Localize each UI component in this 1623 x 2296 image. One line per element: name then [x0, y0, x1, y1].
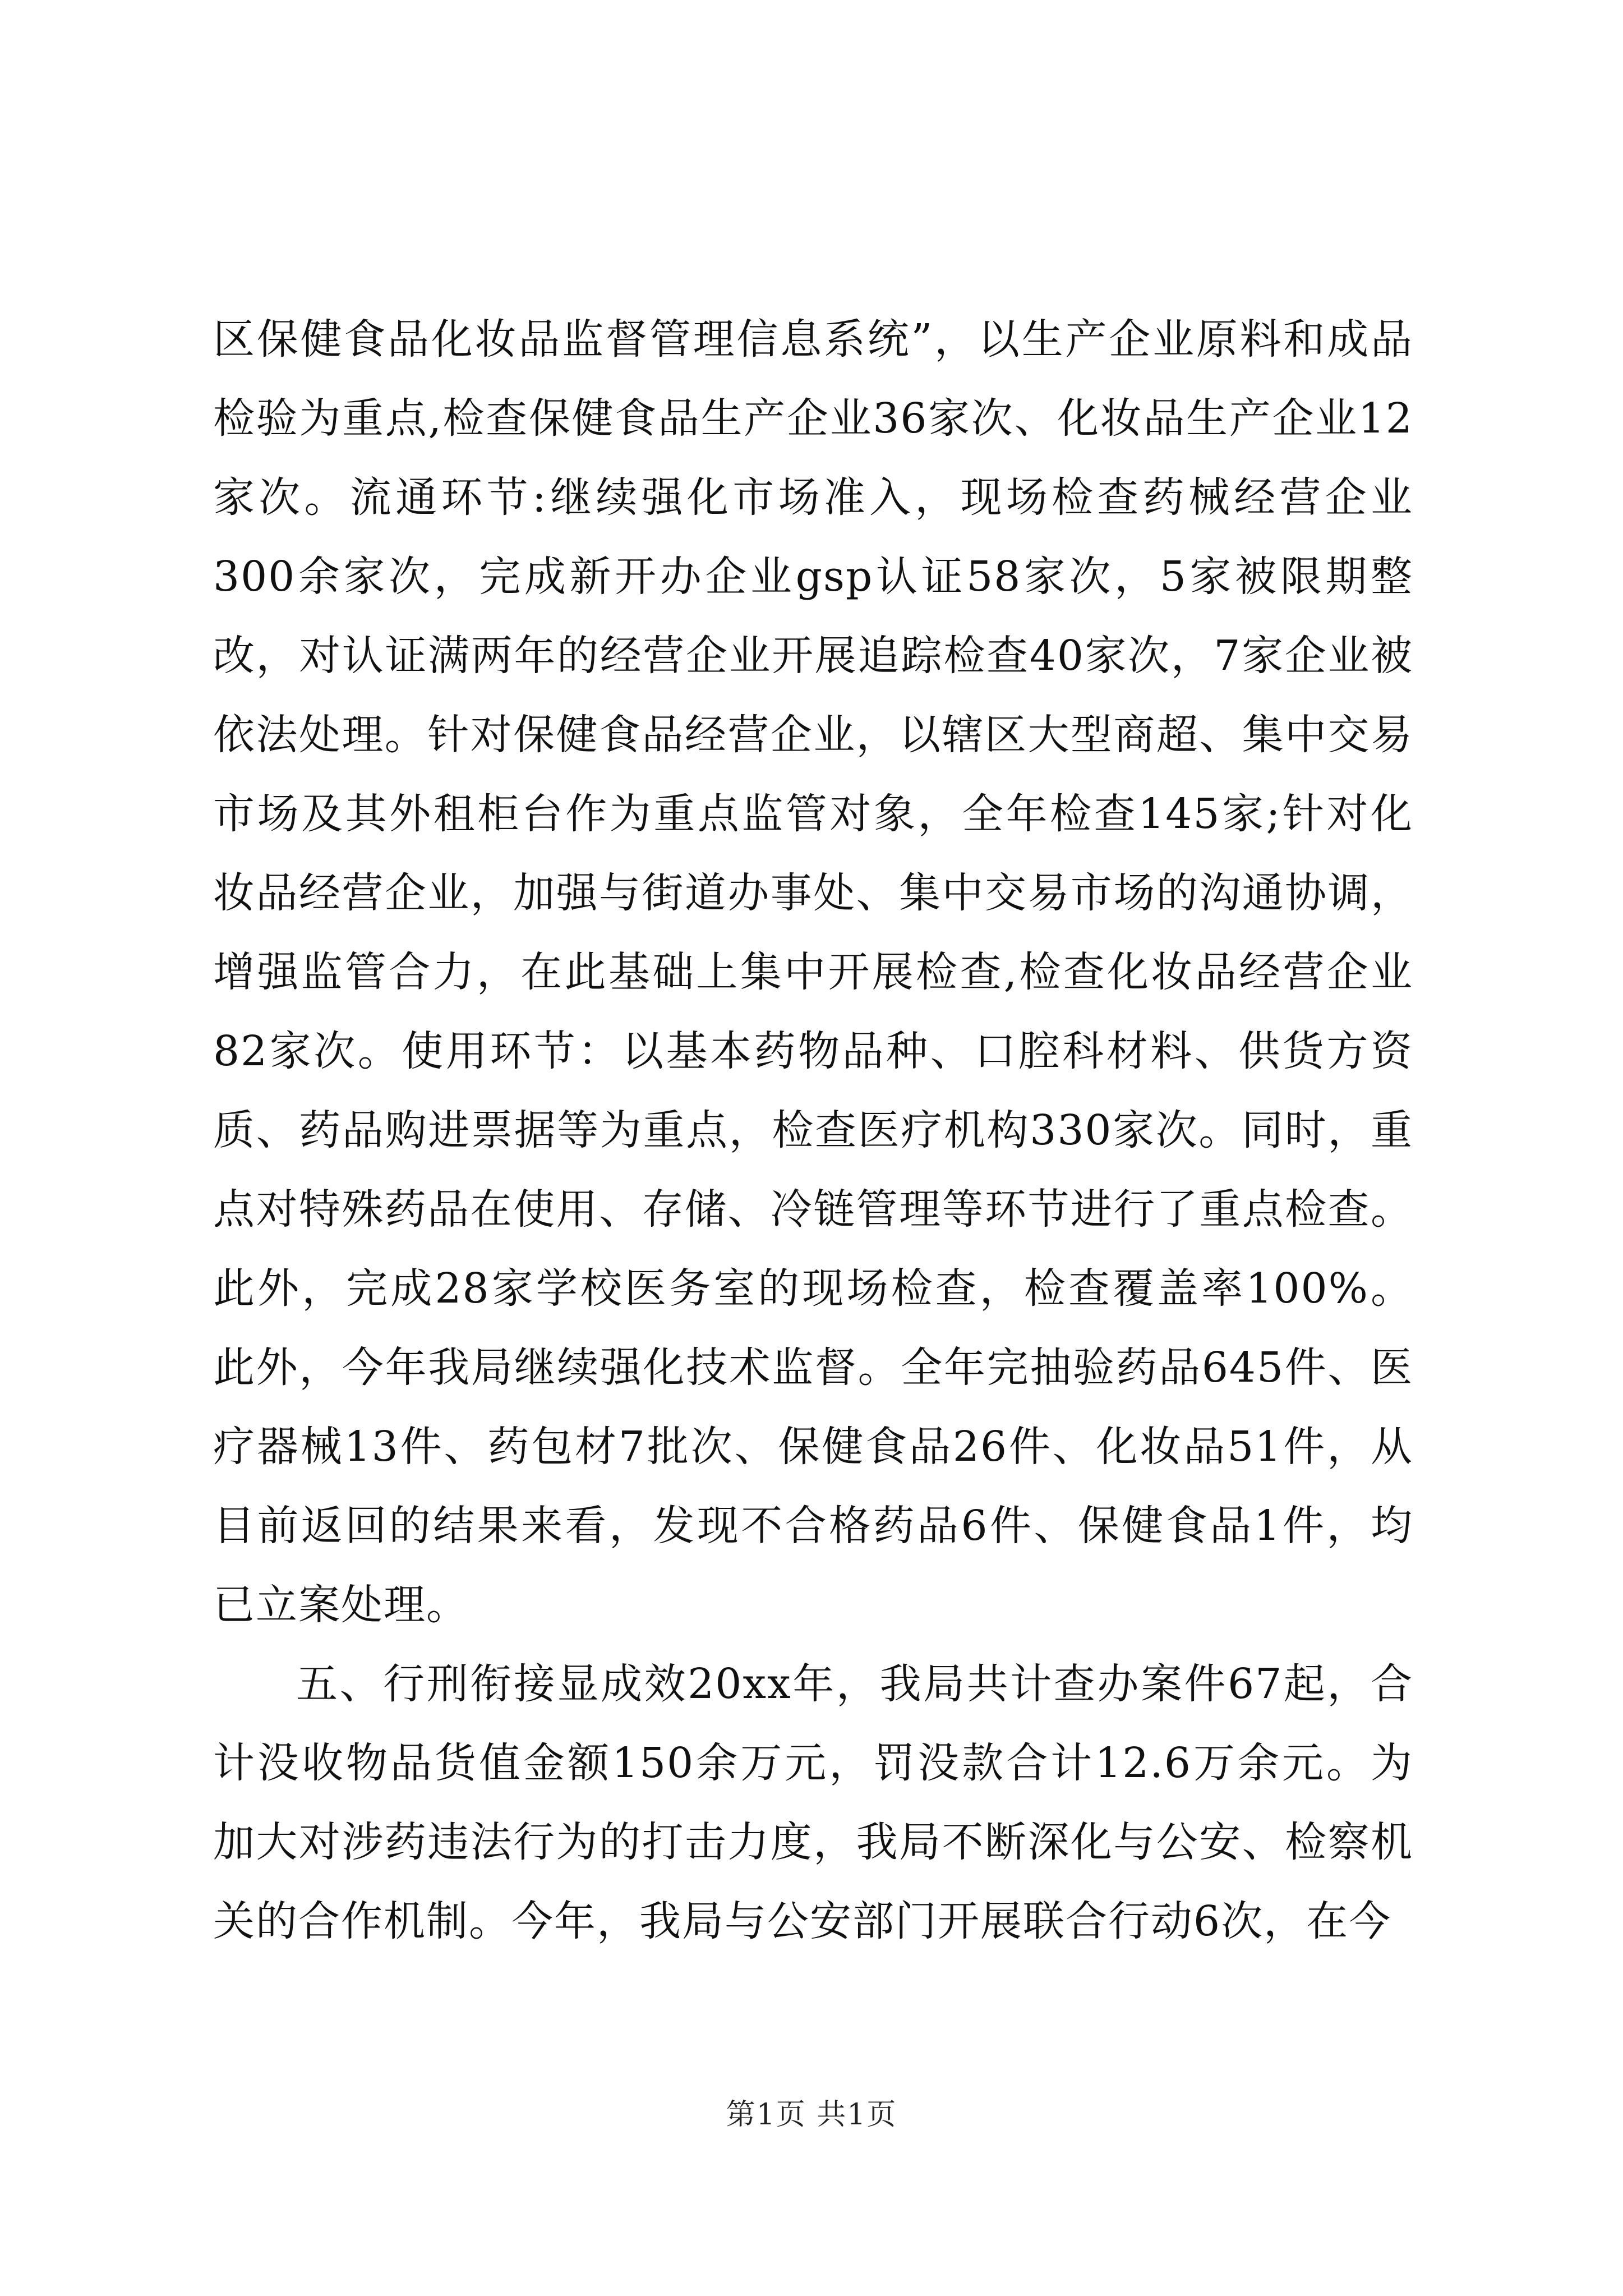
page-footer: 第1页 共1页 — [726, 2098, 897, 2132]
document-body — [213, 300, 1413, 1961]
paragraph-section-five: 五、行刑衔接显成效20xx年，我局共计查办案件67起，合计没收物品货值金额150余万元，罚没款合计12.6万余元。为加大对涉药违法行为的打击力度，我局不断深化与公安、检察机关的合作机制。今年，我局与公安部门开展联合行动6次，在今 — [213, 1660, 1413, 1945]
paragraph-continued: 区保健食品化妆品监督管理信息系统”，以生产企业原料和成品检验为重点,检查保健食品生产企业36家次、化妆品生产企业12家次。流通环节:继续强化市场准入，现场检查药械经营企业300余家次，完成新开办企业gsp认证58家次，5家被限期整改，对认证满两年的经营企业开展追踪检查40家次，7家企业被依法处理。针对保健食品经营企业，以辖区大型商超、集中交易市场及其外租柜台作为重点监管对象，全年检查145家;针对化妆品经营企业，加强与街道办事处、集中交易市场的沟通协调，增强监管合力，在此基础上集中开展检查,检查化妆品经营企业82家次。使用环节：以基本药物品种、口腔科材料、供货方资质、药品购进票据等为重点，检查医疗机构330家次。同时，重点对特殊药品在使用、存储、冷链管理等环节进行了重点检查。此外，完成28家学校医务室的现场检查，检查覆盖率100%。此外，今年我局继续强化技术监督。全年完抽验药品645件、医疗器械13件、药包材7批次、保健食品26件、化妆品51件，从目前返回的结果来看，发现不合格药品6件、保健食品1件，均已立案处理。 — [213, 315, 1413, 1629]
